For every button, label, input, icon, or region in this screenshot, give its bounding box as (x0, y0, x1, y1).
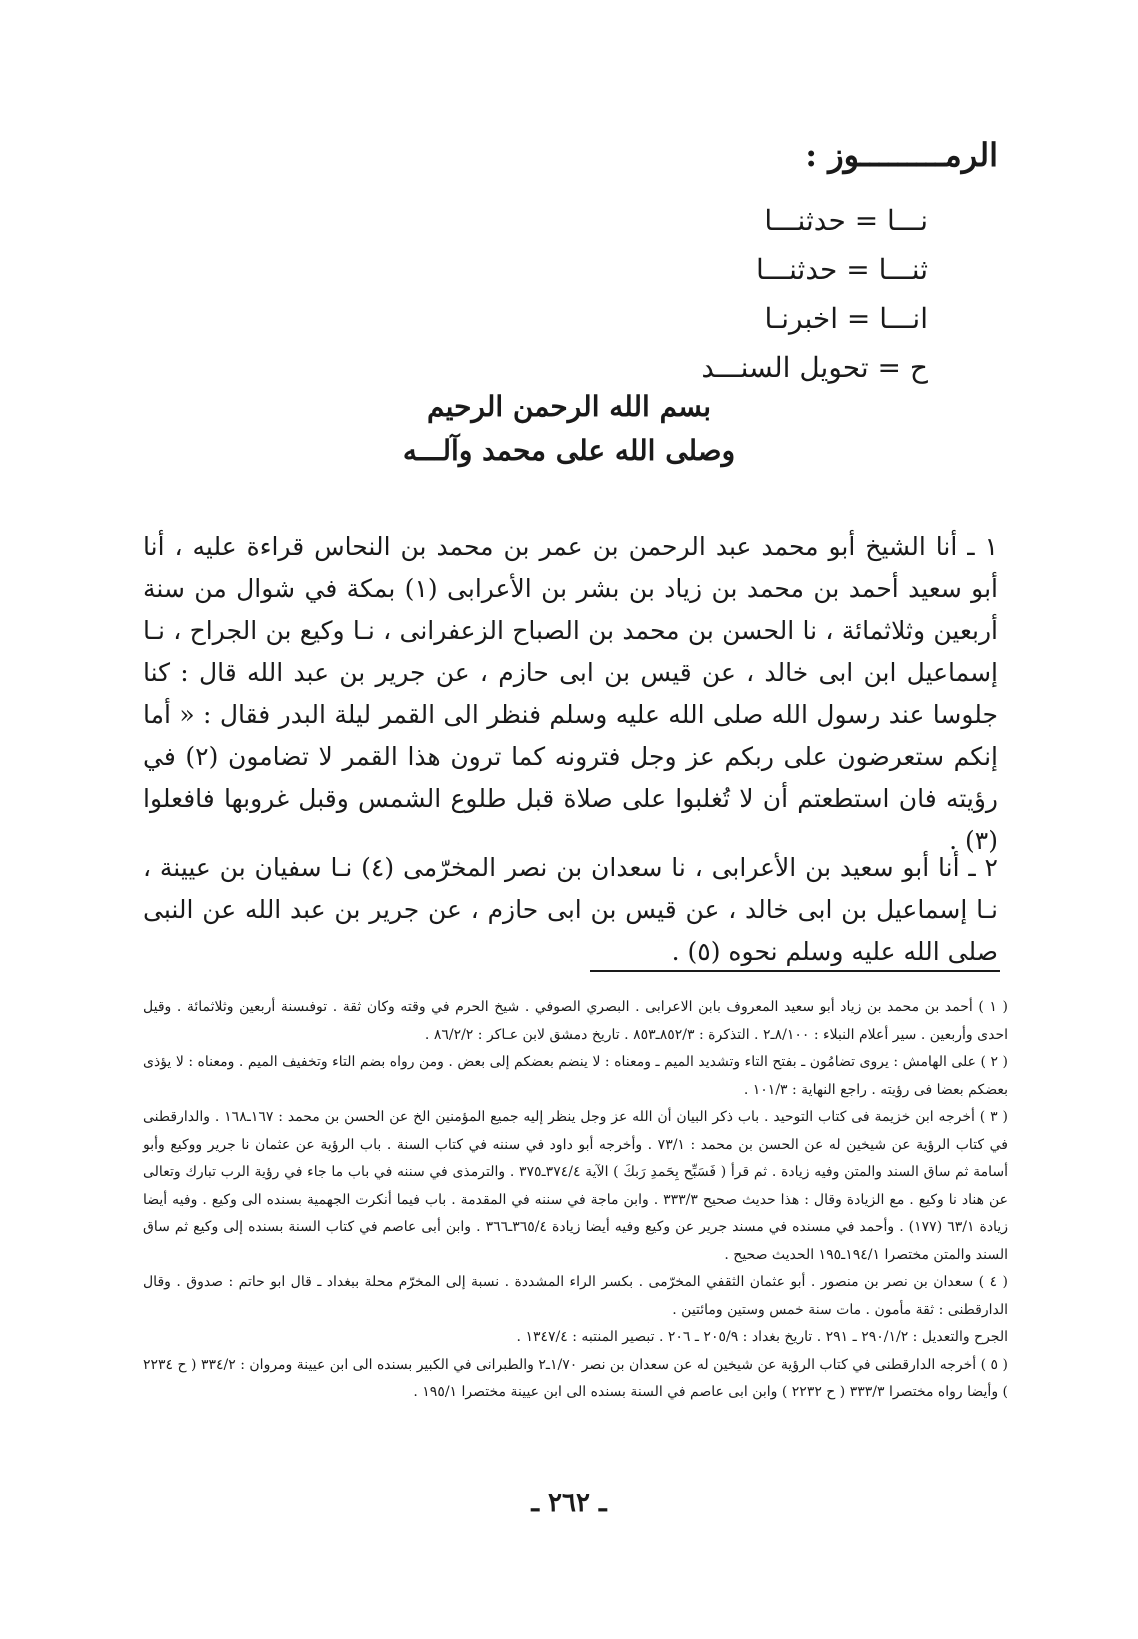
footnote-5: ( ٥ ) أخرجه الدارقطنى في كتاب الرؤية عن شيخين له عن سعدان بن نصر ١/٧٠ـ٢ والطبرانى في الكبير بسنده الى ابن عيينة ومروان : ٣٣٤/٢ ( ح ٢٢٣٤ ) وأيضا رواه مختصرا ٣٣٣/٣ ( ح ٢٢٣٢ ) وابن ابى عاصم في السنة بسنده الى ابن عيينة مختصرا ١٩٥/١ . (143, 1356, 1008, 1400)
hadith-2: ٢ ـ أنا أبو سعيد بن الأعرابى ، نا سعدان بن نصر المخرّمى (٤) نـا سفيان بن عيينة ، نـا إسماعيل بن ابى خالد ، عن قيس بن ابى حازم ، عن جرير بن عبد الله عن النبى صلى الله عليه وسلم نحوه (٥) . (143, 853, 999, 966)
symbol-item: نـــا = حدثنـــا (764, 204, 928, 237)
footnote-4-sources: الجرح والتعديل : ٢٩٠/١/٢ ـ ٢٩١ . تاريخ بغداد : ٢٠٥/٩ ـ ٢٠٦ . تبصير المنتبه : ١٣٤٧/٤ . (516, 1329, 1008, 1345)
symbol-item: ثنـــا = حدثنـــا (755, 253, 928, 286)
salutation: وصلى الله على محمد وآلـــه (402, 434, 736, 467)
symbols-list (608, 196, 928, 392)
opening-invocation (0, 385, 1138, 473)
footnote-2: ( ٢ ) على الهامش : يروى تضامُون ـ بفتح التاء وتشديد الميم ـ ومعناه : لا ينضم بعضكم إلى بعض . ومن رواه بضم التاء وتخفيف الميم . ومعناه : لا يؤذى بعضكم بعضا فى رؤيته . راجع النهاية : ١٠١/٣ . (143, 1054, 1008, 1098)
symbol-item: ح = تحويل السنـــد (701, 351, 928, 384)
footnote-1: ( ١ ) أحمد بن محمد بن زياد أبو سعيد المعروف بابن الاعرابى . البصري الصوفي . شيخ الحرم في وقته وكان ثقة . توفىسنة أربعين وثلاثمائة . وقيل احدى وأربعين . سير أعلام النبلاء : ٨/١٠٠ـ٢ . التذكرة : ٨٥٢/٣ـ٨٥٣ . تاريخ دمشق لابن عـاكر : ٨٦/٢/٢ . (143, 999, 1008, 1043)
footnote-separator (590, 970, 1000, 972)
footnote-4: ( ٤ ) سعدان بن نصر بن منصور . أبو عثمان الثقفي المخرّمى . بكسر الراء المشددة . نسبة إلى المخرّم محلة ببغداد ـ قال ابو حاتم : صدوق . وقال الدارقطنى : ثقة مأمون . مات سنة خمس وستين ومائتين . (143, 1274, 1008, 1318)
hadith-1: ١ ـ أنا الشيخ أبو محمد عبد الرحمن بن عمر بن محمد بن النحاس قراءة عليه ، أنا أبو سعيد أحمد بن محمد بن زياد بن بشر بن الأعرابى (١) بمكة في شوال من سنة أربعين وثلاثمائة ، نا الحسن بن محمد بن الصباح الزعفرانى ، نـا وكيع بن الجراح ، نـا إسماعيل ابن ابى خالد ، عن قيس بن ابى حازم ، عن جرير بن عبد الله قال : كنا جلوسا عند رسول الله صلى الله عليه وسلم فنظر الى القمر ليلة البدر فقال : « أما إنكم ستعرضون على ربكم عز وجل فترونه كما ترون هذا القمر لا تضامون (٢) في رؤيته فان استطعتم أن لا تُغلبوا على صلاة قبل طلوع الشمس وقبل غروبها فافعلوا (٣) . (143, 532, 999, 855)
symbols-heading: الرمـــــــــوز : (805, 136, 998, 174)
symbol-item: انـــا = اخبرنـا (764, 302, 928, 335)
footnotes (143, 994, 1008, 1407)
basmala: بسم الله الرحمن الرحيم (427, 390, 711, 423)
footnote-3: ( ٣ ) أخرجه ابن خزيمة فى كتاب التوحيد . باب ذكر البيان أن الله عز وجل ينظر إليه جميع المؤمنين الخ عن الحسن بن محمد : ١٦٧ـ١٦٨ . والدارقطنى في كتاب الرؤية عن شيخين له عن الحسن بن محمد : ٧٣/١ . وأخرجه أبو داود في سننه في كتاب السنة . باب الرؤية عن عثمان نا جرير ووكيع وأبو أسامة ثم ساق السند والمتن وفيه زيادة . ثم قرأ ( فَسَبِّح بِحَمدِ رَبكَ ) الآية ٣٧٤/٤ـ٣٧٥ . والترمذى في سننه في باب ما جاء في رؤية الرب تبارك وتعالى عن هناد نا وكيع . مع الزيادة وقال : هذا حديث صحيح ٣٣٣/٣ . وابن ماجة في سننه في المقدمة . باب فيما أنكرت الجهمية بسنده الى وكيع . وفيه أيضا زيادة ٦٣/١ (١٧٧) . وأحمد في مسنده في مسند جرير عن وكيع وفيه أيضا زيادة ٣٦٥/٤ـ٣٦٦ . وابن أبى عاصم في كتاب السنة بسنده إلى وكيع ثم ساق السند والمتن مختصرا ١٩٤/١ـ١٩٥ الحديث صحيح . (143, 1109, 1009, 1263)
page-number: ـ ٢٦٢ ـ (531, 1488, 607, 1518)
